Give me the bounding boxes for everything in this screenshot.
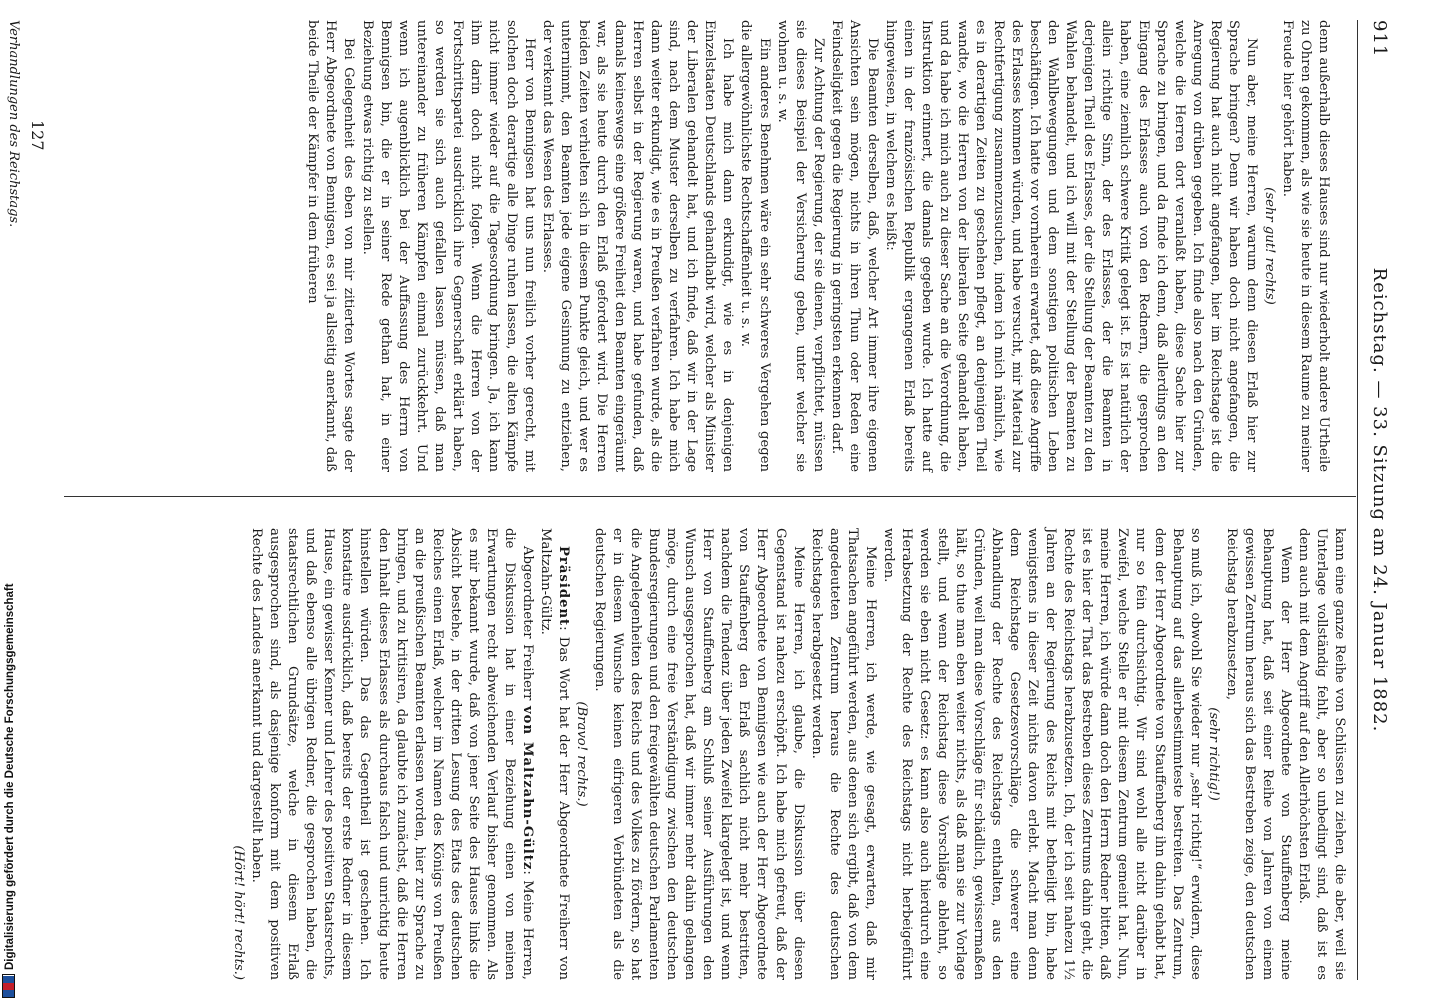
paragraph: Meine Herren, ich werde, wie gesagt, erwarten, daß mir Thatsachen angeführt werden, aus denen sich ergibt, daß von dem angedeuteten Zentrum heraus die Rechte des deutschen Reichstages herabgesetzt werden. [808, 528, 878, 980]
left-column [303, 20, 1332, 472]
speaker-name: Präsident [555, 546, 571, 627]
header-rule [1357, 20, 1358, 980]
paragraph: so muß ich, obwohl Sie wieder nur „sehr richtig!“ erwidern, diese Behauptung auf das allerbestimmteste bestreiten. Das Zentrum, dem der Herr Abgeordnete von Stauffenberg ihn dahin gehabt hat, nur so fein durchsichtig. Wir sind wohl alle nicht darüber in Zweifel, welche Stelle er mit diesem Zentrum gemeint hat. Nun, meine Herren, ich würde dann doch den Herrn Redner bitten, daß ist es hier der That das Bestreben dieses Zentrums dahin geht, die Rechte des Reichstags herabzusetzen. Ich, der ich seit nahezu 1½ Jahren an der Regierung des Reichs mit betheiligt bin, habe wenigstens in dieser Zeit nichts davon erlebt. Macht man denn dem Reichstage Gesetzesvorschläge, die schwerer eine Abhandlung der Rechte des Reichstags enthalten, aus den Gründen, weil man diese Vorschläge für schädlich, gewissermaßen hält, so thue man eben weiter nichts, als daß man sie zur Vorlage stellt, und wenn der Reichstag diese Vorschläge ablehnt, so werden sie eben nicht Gesetz: es kann also auch hierdurch eine Herabsetzung der Rechte des Reichstags nicht herbeigeführt werden. [880, 528, 1203, 980]
right-column [229, 528, 1348, 980]
paragraph: denn außerhalb dieses Hauses sind nur wiederholt andere Urtheile zu Ohren gekommen, als wie sie heute in diesem Raume zu meiner Freude hier gehört haben. [1279, 20, 1331, 472]
paragraph: kann eine ganze Reihe von Schlüssen zu ziehen, die aber, weil sie Unterlage vollständig fehlt, aber so unbedingt sind, daß ist es denn auch mit dem Angriff auf den Allerhöchsten Erlaß. [1295, 528, 1347, 980]
stage-direction: (Bravo! rechts.) [574, 701, 590, 807]
paragraph: Abgeordneter Freiherr von Maltzahn-Gültz: Meine Herren, die Diskussion hat in einer Beziehung einen von meinen Erwartungen recht abweichenden Verlauf bisher genommen. Als es mir bekannt wurde, daß von jener Seite des Hauses links die Absicht bestehe, in der dritten Lesung des Etats des deutschen Reiches einen Erlaß, welcher im Namen des Königs von Preußen an die preußischen Beamten erlassen worden, hier zur Sprache zu bringen, und zu kritisiren, da glaubte ich zunächst, daß die Herren den Inhalt dieses Erlasses als durchaus falsch und unrichtig heute hinstellen würden. Das das Gegentheil ist geschehen. Ich konstatire ausdrücklich, daß bereits der erste Redner in diesem Hause, ein gewisser Kenner und Lehrer des positiven Staatsrechts, und daß ebenso alle übrigen Redner, die gesprochen haben, die staatsrechtlichen Grundsätze, welche in diesem Erlaß ausgesprochen sind, als dasjenige konform mit dem positiven Rechte des Landes anerkannt und dargestellt haben. [249, 528, 535, 980]
dfg-logo-icon [2, 974, 15, 998]
sheet-number: 127 [28, 120, 47, 151]
paragraph: Ein anderes Benehmen wäre ein sehr schweres Vergehen gegen die allergewöhnlichste Rechtschaffenheit u. s. w. [738, 20, 772, 472]
paragraph: Ich habe mich dann erkundigt, wie es in denjenigen Einzelstaaten Deutschlands gehandhabt wird, welcher als Minister der Liberalen gehandelt hat, und ich finde, daß wir in der Lage sind, nach dem Muster derselben zu verfahren. Ich habe mich dann weiter erkundigt, wie es in Preußen verfahren wurde, als die Herren selbst in der Regierung waren, und habe gefunden, daß damals keineswegs eine größere Freiheit den Beamten eingeräumt war, als sie heute durch den Erlaß gefordert wird. Die Herren beiden Zeiten verhielten sich in diesem Punkte gleich, und wer es unternimmt, den Beamten jede eigene Gesinnung zu entziehen, der verkennt das Wesen des Erlasses. [539, 20, 736, 472]
paragraph: Herr von Bennigsen hat uns nun freilich vorher gerecht, mit solchen doch derartige alle Dinge ruhen lassen, die alten Kämpfe nicht immer wieder auf die Tagesordnung bringen. Ja, ich kann ihm darin doch nicht folgen. Wenn die Herren von der Fortschrittspartei ausdrücklich ihre Gegnerschaft erklärt haben, so werden sie sich auch gefallen lassen müssen, daß man untereinander zu früheren Kämpfen einmal zurückkehrt. Und wenn ich augenblicklich bei der Auffassung des Herrn von Bennigsen bin, die er in seiner Rede gethan hat, in einer Beziehung etwas richtig zu stellen. [359, 20, 537, 472]
paragraph: Zur Achtung der Regierung, der sie dienen, verpflichtet, müssen sie dieses Beispiel der Versicherung geben, unter welcher sie wohnen u. s. w. [774, 20, 826, 472]
stage-direction: (sehr gut! rechts) [1261, 187, 1277, 305]
speaker-name: von Maltzahn-Gültz [519, 706, 535, 871]
paragraph: Die Beamten derselben, daß, welcher Art immer ihre eigenen Ansichten sein mögen, nichts in ihren Thun oder Reden eine Feindseligkeit gegen die Regierung in geringsten erkennen darf. [828, 20, 880, 472]
page-number: 911 [1369, 20, 1390, 58]
paragraph: Nun aber, meine Herren, warum denn diesen Erlaß hier zur Sprache bringen? Denn wir haben doch nicht angefangen, die Regierung hat auch nicht angefangen, hier im Reichstage ist die Anregung von drüben gegeben. Ich finde also nach den Gründen, welche die Herren dort veranlaßt haben, diese Sache hier zur Sprache zu bringen, und da finde ich denn, daß allerdings an den Eingang des Erlasses auch von den Rednern, die gesprochen haben, eine ziemlich schwere Kritik gelegt ist. Es ist natürlich der allein richtige Sinn, der des Erlasses, der die Beamten in derjenigen Theil des Erlasses, der die Stellung der Beamten zu den Wahlen behandelt, und ich will mit der Stellung der Beamten zu den Wahlbewegungen und dem sonstigen politischen Leben beschäftigen. Ich hatte vor vornherein erwartet, daß diese Angriffe des Erlasses kommen würden, und habe versucht, mir Material zur Rechtfertigung zusammenzusuchen, indem ich mich nämlich, wie es in derartigen Zeiten zu geschehen pflegt, an denjenigen Theil wandte, wo die Herren von der liberalen Seite gehandelt haben, und da habe ich mich auch zu dieser Sache an die Verordnung, die Instruktion erinnert, die damals gegeben wurde. Ich hatte auf einen in der französischen Republik ergangenen Erlaß bereits hingewiesen, in welchem es heißt: [882, 20, 1259, 472]
paragraph: Wenn der Herr Abgeordnete von Stauffenberg meine Behauptung hat, daß seit einer Reihe von Jahren von einem gewissen Zentrum heraus sich das Bestreben zeige, den deutschen Reichstag herabzusetzen, [1223, 528, 1293, 980]
page-header [1360, 20, 1392, 980]
paragraph: Präsident: Das Wort hat der Herr Abgeordnete Freiherr von Maltzahn-Gültz. [537, 528, 571, 980]
paragraph: Meine Herren, ich glaube, die Diskussion über diesen Gegenstand ist nahezu erschöpft. Ich habe mich gefreut, daß der Herr Abgeordnete von Bennigsen wie auch der Herr Abgeordnete von Stauffenberg den Erlaß sachlich nicht mehr bestritten, nachdem die Tendenz über jeden Zweifel klargelegt ist, und wenn Herr von Stauffenberg am Schluß seiner Ausführungen den Wunsch ausgesprochen hat, daß wir immer mehr dahin gelangen möge, durch eine freie Verständigung zwischen den deutschen Bundesregierungen und den freigewählten deutschen Parlamenten die Angelegenheiten des Reichs und des Volkes zu fördern, so hat er in diesem Wunsche keinen eifrigeren Verbündeten als die deutschen Regierungen. [592, 528, 806, 980]
paragraph: Bei Gelegenheit des eben von mir zitierten Wortes sagte der Herr Abgeordnete von Bennigsen, es sei ja allseitig anerkannt, daß beide Theile der Kämpfer in dem früheren [305, 20, 357, 472]
column-divider [64, 496, 1356, 497]
dfg-strip [0, 0, 22, 1000]
footer-text: Verhandlungen des Reichstags. [6, 20, 21, 228]
dfg-notice: Digitalisierung gefördert durch die Deutsche Forschungsgemeinschaft [4, 583, 16, 970]
stage-direction: (sehr richtig!) [1205, 707, 1221, 801]
stage-direction: (Hört! hört! rechts.) [231, 845, 247, 980]
running-title: Reichstag. — 33. Sitzung am 24. Januar 1882. [1369, 267, 1390, 733]
